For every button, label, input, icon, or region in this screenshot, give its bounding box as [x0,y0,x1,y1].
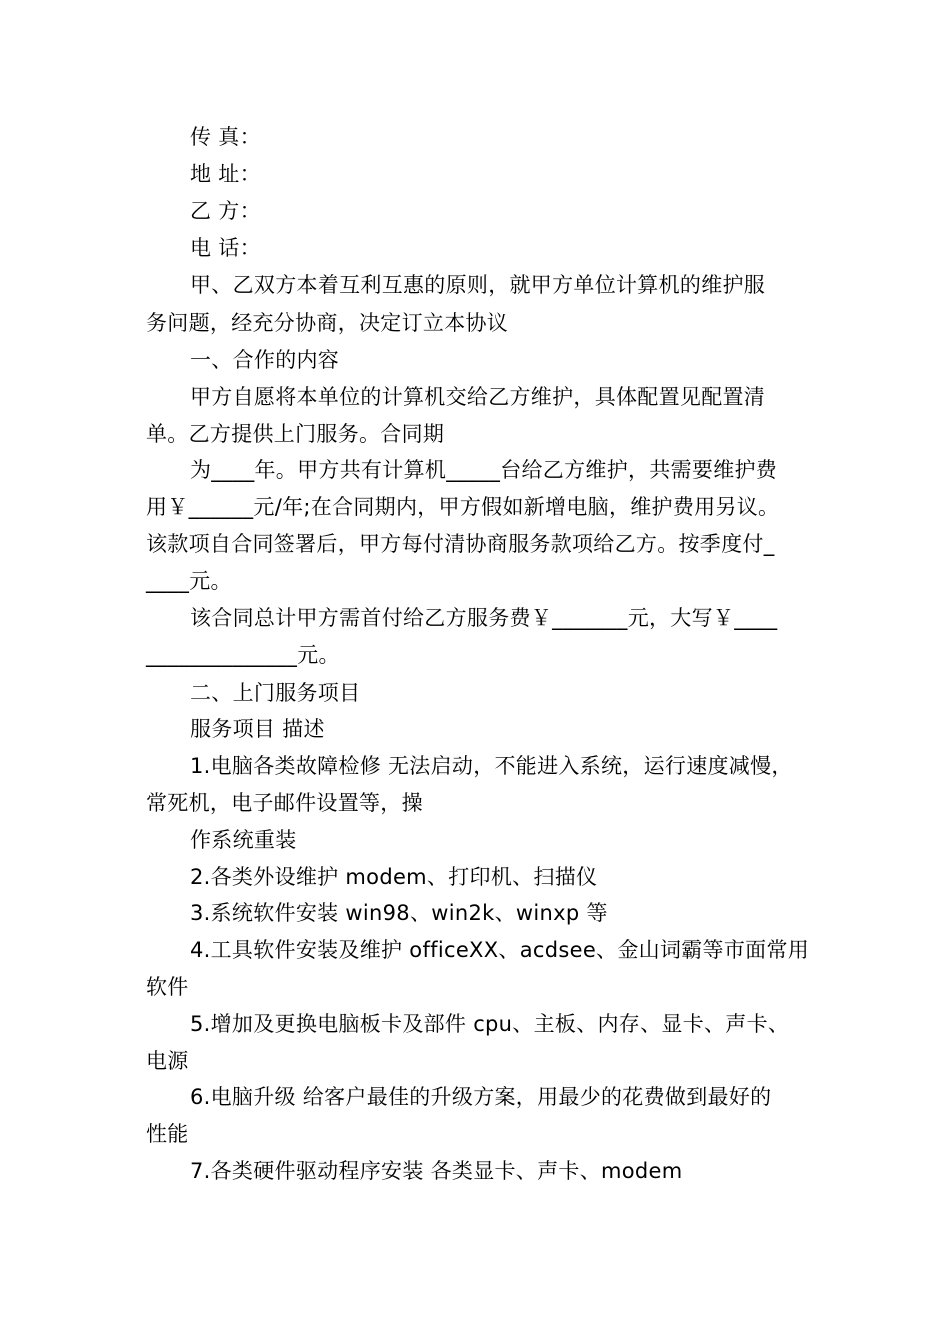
list-item-continuation: 性能 [146,1122,189,1146]
list-item-continuation: 电源 [146,1049,189,1073]
paragraph-line: 甲方自愿将本单位的计算机交给乙方维护，具体配置见配置清 [190,385,766,409]
section-heading: 一、合作的内容 [190,348,340,372]
paragraph-line: ____元。 [146,569,232,593]
paragraph-line: 甲、乙双方本着互利互惠的原则，就甲方单位计算机的维护服 [190,273,766,297]
phone-label: 电 话： [190,236,261,260]
list-item: 1.电脑各类故障检修 无法启动，不能进入系统，运行速度减慢， [190,754,793,778]
paragraph-line: 用￥______元/年;在合同期内，甲方假如新增电脑，维护费用另议。 [146,495,780,519]
list-item-continuation: 常死机，电子邮件设置等，操 [146,791,423,815]
paragraph-line: 务问题，经充分协商，决定订立本协议 [146,311,509,335]
list-item: 7.各类硬件驱动程序安装 各类显卡、声卡、modem [190,1159,683,1183]
paragraph-line: 单。乙方提供上门服务。合同期 [146,422,445,446]
party-b-label: 乙 方： [190,199,261,223]
list-item: 3.系统软件安装 win98、win2k、winxp 等 [190,901,608,925]
list-item-continuation: 作系统重装 [190,828,297,852]
list-item: 5.增加及更换电脑板卡及部件 cpu、主板、内存、显卡、声卡、 [190,1012,790,1036]
list-item: 2.各类外设维护 modem、打印机、扫描仪 [190,865,598,889]
paragraph-line: 为____年。甲方共有计算机_____台给乙方维护，共需要维护费 [190,458,778,482]
list-item: 6.电脑升级 给客户最佳的升级方案，用最少的花费做到最好的 [190,1085,772,1109]
paragraph-line: 该合同总计甲方需首付给乙方服务费￥_______元，大写￥____ [190,606,778,630]
fax-label: 传 真： [190,125,261,149]
section-heading: 二、上门服务项目 [190,681,361,705]
table-header-line: 服务项目 描述 [190,717,325,741]
address-label: 地 址： [190,162,261,186]
paragraph-line: 该款项自合同签署后，甲方每付清协商服务款项给乙方。按季度付_ [146,532,775,556]
list-item-continuation: 软件 [146,975,189,999]
list-item: 4.工具软件安装及维护 officeXX、acdsee、金山词霸等市面常用 [190,938,810,962]
paragraph-line: ______________元。 [146,643,340,667]
